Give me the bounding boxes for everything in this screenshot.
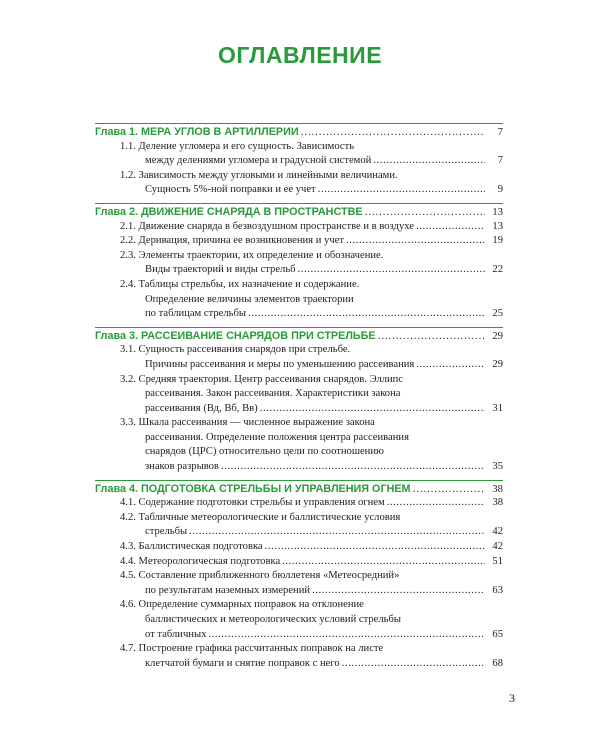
- leader-dots: [248, 307, 485, 322]
- toc-section[interactable]: [95, 278, 503, 322]
- leader-dots: [378, 329, 485, 344]
- section-title-line: 3.2. Средняя траектория. Центр рассеивания снарядов. Эллипс: [120, 373, 404, 385]
- toc-chapter: [95, 480, 503, 672]
- section-page-number: 35: [492, 461, 503, 473]
- chapter-page-number: 38: [492, 482, 503, 495]
- leader-dots: [260, 402, 485, 417]
- section-title-last-line: знаков разрывов: [145, 461, 219, 473]
- section-title-last-line: 2.2. Деривация, причина ее возникновения и учет: [120, 235, 344, 247]
- toc-chapter: [95, 203, 503, 322]
- chapter-title: Глава 4. ПОДГОТОВКА СТРЕЛЬБЫ И УПРАВЛЕНИЯ ОГНЕМ: [95, 482, 411, 495]
- section-title-line: 2.3. Элементы траектории, их определение и обозначение.: [120, 249, 384, 261]
- leader-dots: [416, 220, 485, 235]
- leader-dots: [342, 657, 485, 672]
- section-page-number: 42: [492, 526, 503, 538]
- chapter-heading[interactable]: [95, 329, 503, 344]
- leader-dots: [301, 125, 485, 140]
- section-title-last-line: по таблицам стрельбы: [145, 308, 246, 320]
- section-title-last-line: 4.1. Содержание подготовки стрельбы и управления огнем: [120, 497, 385, 509]
- section-page-number: 19: [492, 235, 503, 247]
- chapter-title: Глава 1. МЕРА УГЛОВ В АРТИЛЛЕРИИ: [95, 126, 299, 138]
- section-page-number: 31: [492, 402, 503, 414]
- chapter-heading[interactable]: [95, 205, 503, 220]
- section-title-line: рассеивания. Закон рассеивания. Характеристики закона: [145, 388, 401, 400]
- section-page-number: 9: [497, 184, 503, 196]
- leader-dots: [298, 263, 485, 278]
- toc-section[interactable]: [95, 642, 503, 671]
- section-title-line: 4.6. Определение суммарных поправок на отклонение: [120, 599, 364, 611]
- section-title-last-line: 2.1. Движение снаряда в безвоздушном пространстве и в воздухе: [120, 220, 414, 232]
- leader-dots: [373, 154, 485, 169]
- section-title-line: 4.5. Составление приближенного бюллетеня «Метеосредний»: [120, 570, 400, 582]
- leader-dots: [365, 205, 485, 220]
- section-page-number: 63: [492, 584, 503, 596]
- section-page-number: 22: [492, 264, 503, 276]
- leader-dots: [346, 234, 485, 249]
- section-title-last-line: Сущность 5%-ной поправки и ее учет: [145, 184, 316, 196]
- section-page-number: 29: [492, 358, 503, 370]
- section-title-line: снарядов (ЦРС) относительно цели по соотношению: [145, 446, 384, 458]
- chapter-divider: [95, 123, 503, 124]
- section-title-line: 1.2. Зависимость между угловыми и линейными величинами.: [120, 169, 398, 181]
- toc-section[interactable]: [95, 249, 503, 278]
- section-page-number: 65: [492, 628, 503, 640]
- toc-section[interactable]: [95, 234, 503, 249]
- chapter-divider: [95, 480, 503, 481]
- toc-section[interactable]: [95, 416, 503, 474]
- toc-section[interactable]: [95, 169, 503, 198]
- leader-dots: [189, 525, 485, 540]
- toc-section[interactable]: [95, 496, 503, 511]
- section-title-last-line: Причины рассеивания и меры по уменьшению рассеивания: [145, 358, 415, 370]
- section-title-line: 4.7. Построение графика рассчитанных поправок на листе: [120, 643, 384, 655]
- section-page-number: 51: [492, 555, 503, 567]
- leader-dots: [208, 628, 485, 643]
- leader-dots: [312, 584, 485, 599]
- toc-chapter: [95, 123, 503, 198]
- page-number: 3: [509, 691, 515, 705]
- leader-dots: [413, 482, 485, 497]
- toc-section[interactable]: [95, 511, 503, 540]
- section-title-line: рассеивания. Определение положения центра рассеивания: [145, 431, 409, 443]
- section-title-last-line: Виды траекторий и виды стрельб: [145, 264, 296, 276]
- toc-section[interactable]: [95, 140, 503, 169]
- page-title: ОГЛАВЛЕНИЕ: [217, 42, 383, 68]
- toc-section[interactable]: [95, 343, 503, 372]
- section-title-last-line: по результатам наземных измерений: [145, 584, 311, 596]
- section-title-last-line: рассеивания (Вд, Вб, Вв): [145, 402, 258, 414]
- leader-dots: [265, 540, 485, 555]
- section-page-number: 42: [492, 541, 503, 553]
- section-page-number: 68: [492, 657, 503, 669]
- section-title-last-line: между делениями угломера и градусной системой: [145, 155, 372, 167]
- section-title-line: 2.4. Таблицы стрельбы, их назначение и содержание.: [120, 278, 360, 290]
- leader-dots: [318, 183, 485, 198]
- leader-dots: [387, 496, 485, 511]
- leader-dots: [282, 555, 485, 570]
- toc-section[interactable]: [95, 220, 503, 235]
- section-title-line: 4.2. Табличные метеорологические и баллистические условия: [120, 511, 401, 523]
- section-title-last-line: от табличных: [145, 628, 207, 640]
- section-title-last-line: 4.3. Баллистическая подготовка: [120, 541, 263, 553]
- toc-section[interactable]: [95, 373, 503, 417]
- section-page-number: 25: [492, 308, 503, 320]
- chapter-page-number: 29: [492, 329, 503, 342]
- section-title-last-line: стрельбы: [145, 526, 188, 538]
- toc-section[interactable]: [95, 598, 503, 642]
- section-title-line: 3.3. Шкала рассеивания — численное выражение закона: [120, 417, 375, 429]
- toc-section[interactable]: [95, 569, 503, 598]
- toc-section[interactable]: [95, 555, 503, 570]
- chapter-divider: [95, 203, 503, 204]
- section-page-number: 38: [492, 497, 503, 509]
- section-title-line: баллистических и метеорологических условий стрельбы: [145, 614, 402, 625]
- section-title-line: 1.1. Деление угломера и его сущность. Зависимость: [120, 140, 355, 152]
- toc-chapter: [95, 327, 503, 475]
- section-page-number: 13: [492, 220, 503, 232]
- section-page-number: 7: [497, 155, 503, 167]
- chapter-heading[interactable]: [95, 482, 503, 497]
- chapter-title: Глава 2. ДВИЖЕНИЕ СНАРЯДА В ПРОСТРАНСТВЕ: [95, 205, 363, 218]
- section-title-line: 3.1. Сущность рассеивания снарядов при стрельбе.: [120, 344, 351, 356]
- table-of-contents: [95, 123, 503, 671]
- toc-section[interactable]: [95, 540, 503, 555]
- leader-dots: [221, 460, 485, 475]
- chapter-divider: [95, 327, 503, 328]
- section-title-line: Определение величины элементов траектории: [145, 293, 354, 305]
- section-title-last-line: 4.4. Метеорологическая подготовка: [120, 555, 281, 567]
- chapter-page-number: 7: [497, 126, 503, 138]
- chapter-heading[interactable]: [95, 125, 503, 140]
- leader-dots: [416, 358, 485, 373]
- section-title-last-line: клетчатой бумаги и снятие поправок с него: [145, 657, 340, 669]
- chapter-title: Глава 3. РАССЕИВАНИЕ СНАРЯДОВ ПРИ СТРЕЛЬБЕ: [95, 329, 376, 342]
- chapter-page-number: 13: [492, 205, 503, 218]
